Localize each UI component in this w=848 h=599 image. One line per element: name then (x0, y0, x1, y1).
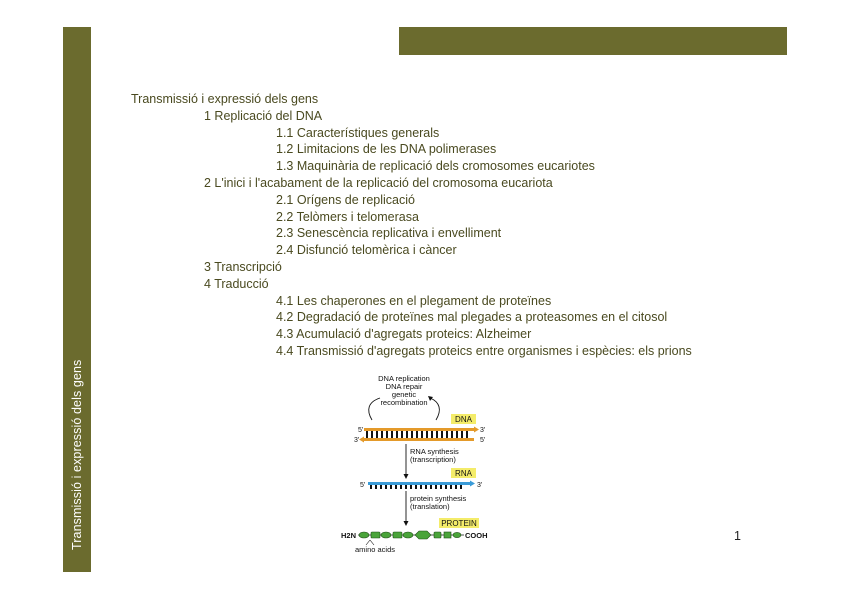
rna-strand-arrow (470, 481, 475, 487)
c-terminus-label: COOH (465, 531, 488, 540)
rna-strand (368, 482, 470, 485)
sidebar-title-text: Transmissió i expressió dels gens (70, 359, 84, 550)
dna-base-pairs (366, 431, 468, 438)
toc-subsection: 1.2 Limitacions de les DNA polimerases (276, 142, 497, 157)
replication-arrow-left (369, 398, 380, 420)
page-number: 1 (734, 529, 741, 543)
transcription-arrowhead (404, 474, 409, 479)
rna-strand-group (368, 481, 475, 490)
toc-section: 2 L'inici i l'acabament de la replicació del cromosoma eucariota (204, 176, 553, 190)
rna-bases (370, 485, 462, 489)
toc-subsection: 4.3 Acumulació d'agregats proteics: Alzheimer (276, 327, 532, 342)
dna-top-left-end: 5' (358, 427, 364, 434)
toc-section: 1 Replicació del DNA (204, 108, 323, 123)
central-dogma-diagram (340, 370, 510, 560)
toc-subsection: 4.4 Transmissió d'agregats proteics entre organismes i espècies: els prions (276, 344, 692, 358)
protein-label: PROTEIN (441, 519, 477, 528)
toc-subsection: 2.4 Disfunció telomèrica i càncer (276, 243, 457, 258)
toc-subsection: 2.3 Senescència replicativa i envelliment (276, 226, 502, 241)
translation-label-2: (translation) (410, 502, 450, 511)
toc-subsection: 1.3 Maquinària de replicació dels cromosomes eucariotes (276, 159, 595, 174)
toc-section: 4 Traducció (204, 276, 269, 291)
translation-label-1: protein synthesis (410, 494, 467, 503)
n-terminus-label: H2N (341, 531, 357, 540)
rna-left-end: 5' (360, 482, 366, 489)
dna-top-strand-arrow (474, 427, 479, 433)
toc-heading: Transmissió i expressió dels gens (131, 92, 319, 106)
replication-label-1: DNA replication (378, 374, 430, 383)
replication-label-2: DNA repair (385, 382, 423, 391)
toc-subsection: 4.1 Les chaperones en el plegament de proteïnes (276, 293, 552, 308)
transcription-label-1: RNA synthesis (410, 447, 459, 456)
dna-top-strand (364, 428, 474, 431)
replication-label-3: genetic (391, 390, 417, 399)
dna-bottom-right-end: 5' (480, 437, 486, 444)
translation-arrowhead (404, 521, 409, 526)
amino-acids-label: amino acids (355, 545, 396, 554)
dna-bottom-strand (364, 438, 474, 441)
dna-label: DNA (455, 415, 472, 424)
toc-subsection: 2.1 Orígens de replicació (276, 192, 415, 207)
replication-arrow-right (430, 398, 439, 420)
rna-label: RNA (455, 469, 472, 478)
dna-bottom-left-end: 3' (354, 437, 360, 444)
rna-right-end: 3' (477, 482, 483, 489)
sidebar-title (63, 27, 91, 572)
toc-subsection: 2.2 Telòmers i telomerasa (276, 209, 419, 224)
sidebar-band (63, 27, 91, 572)
toc-subsection: 4.2 Degradació de proteïnes mal plegades a proteasomes en el citosol (276, 310, 668, 325)
replication-arrowhead (428, 396, 433, 401)
dna-top-right-end: 3' (480, 427, 486, 434)
protein-chain (358, 531, 464, 545)
replication-label-4: recombination (380, 398, 428, 407)
header-bar (399, 27, 787, 55)
toc-subsection: 1.1 Característiques generals (276, 125, 440, 140)
central-dogma-figure (340, 370, 510, 560)
dna-double-helix (359, 427, 479, 443)
dna-bottom-strand-arrow (359, 437, 364, 443)
amino-acid-residues (359, 531, 461, 539)
toc-section: 3 Transcripció (204, 260, 282, 274)
transcription-label-2: (transcription) (410, 455, 456, 464)
